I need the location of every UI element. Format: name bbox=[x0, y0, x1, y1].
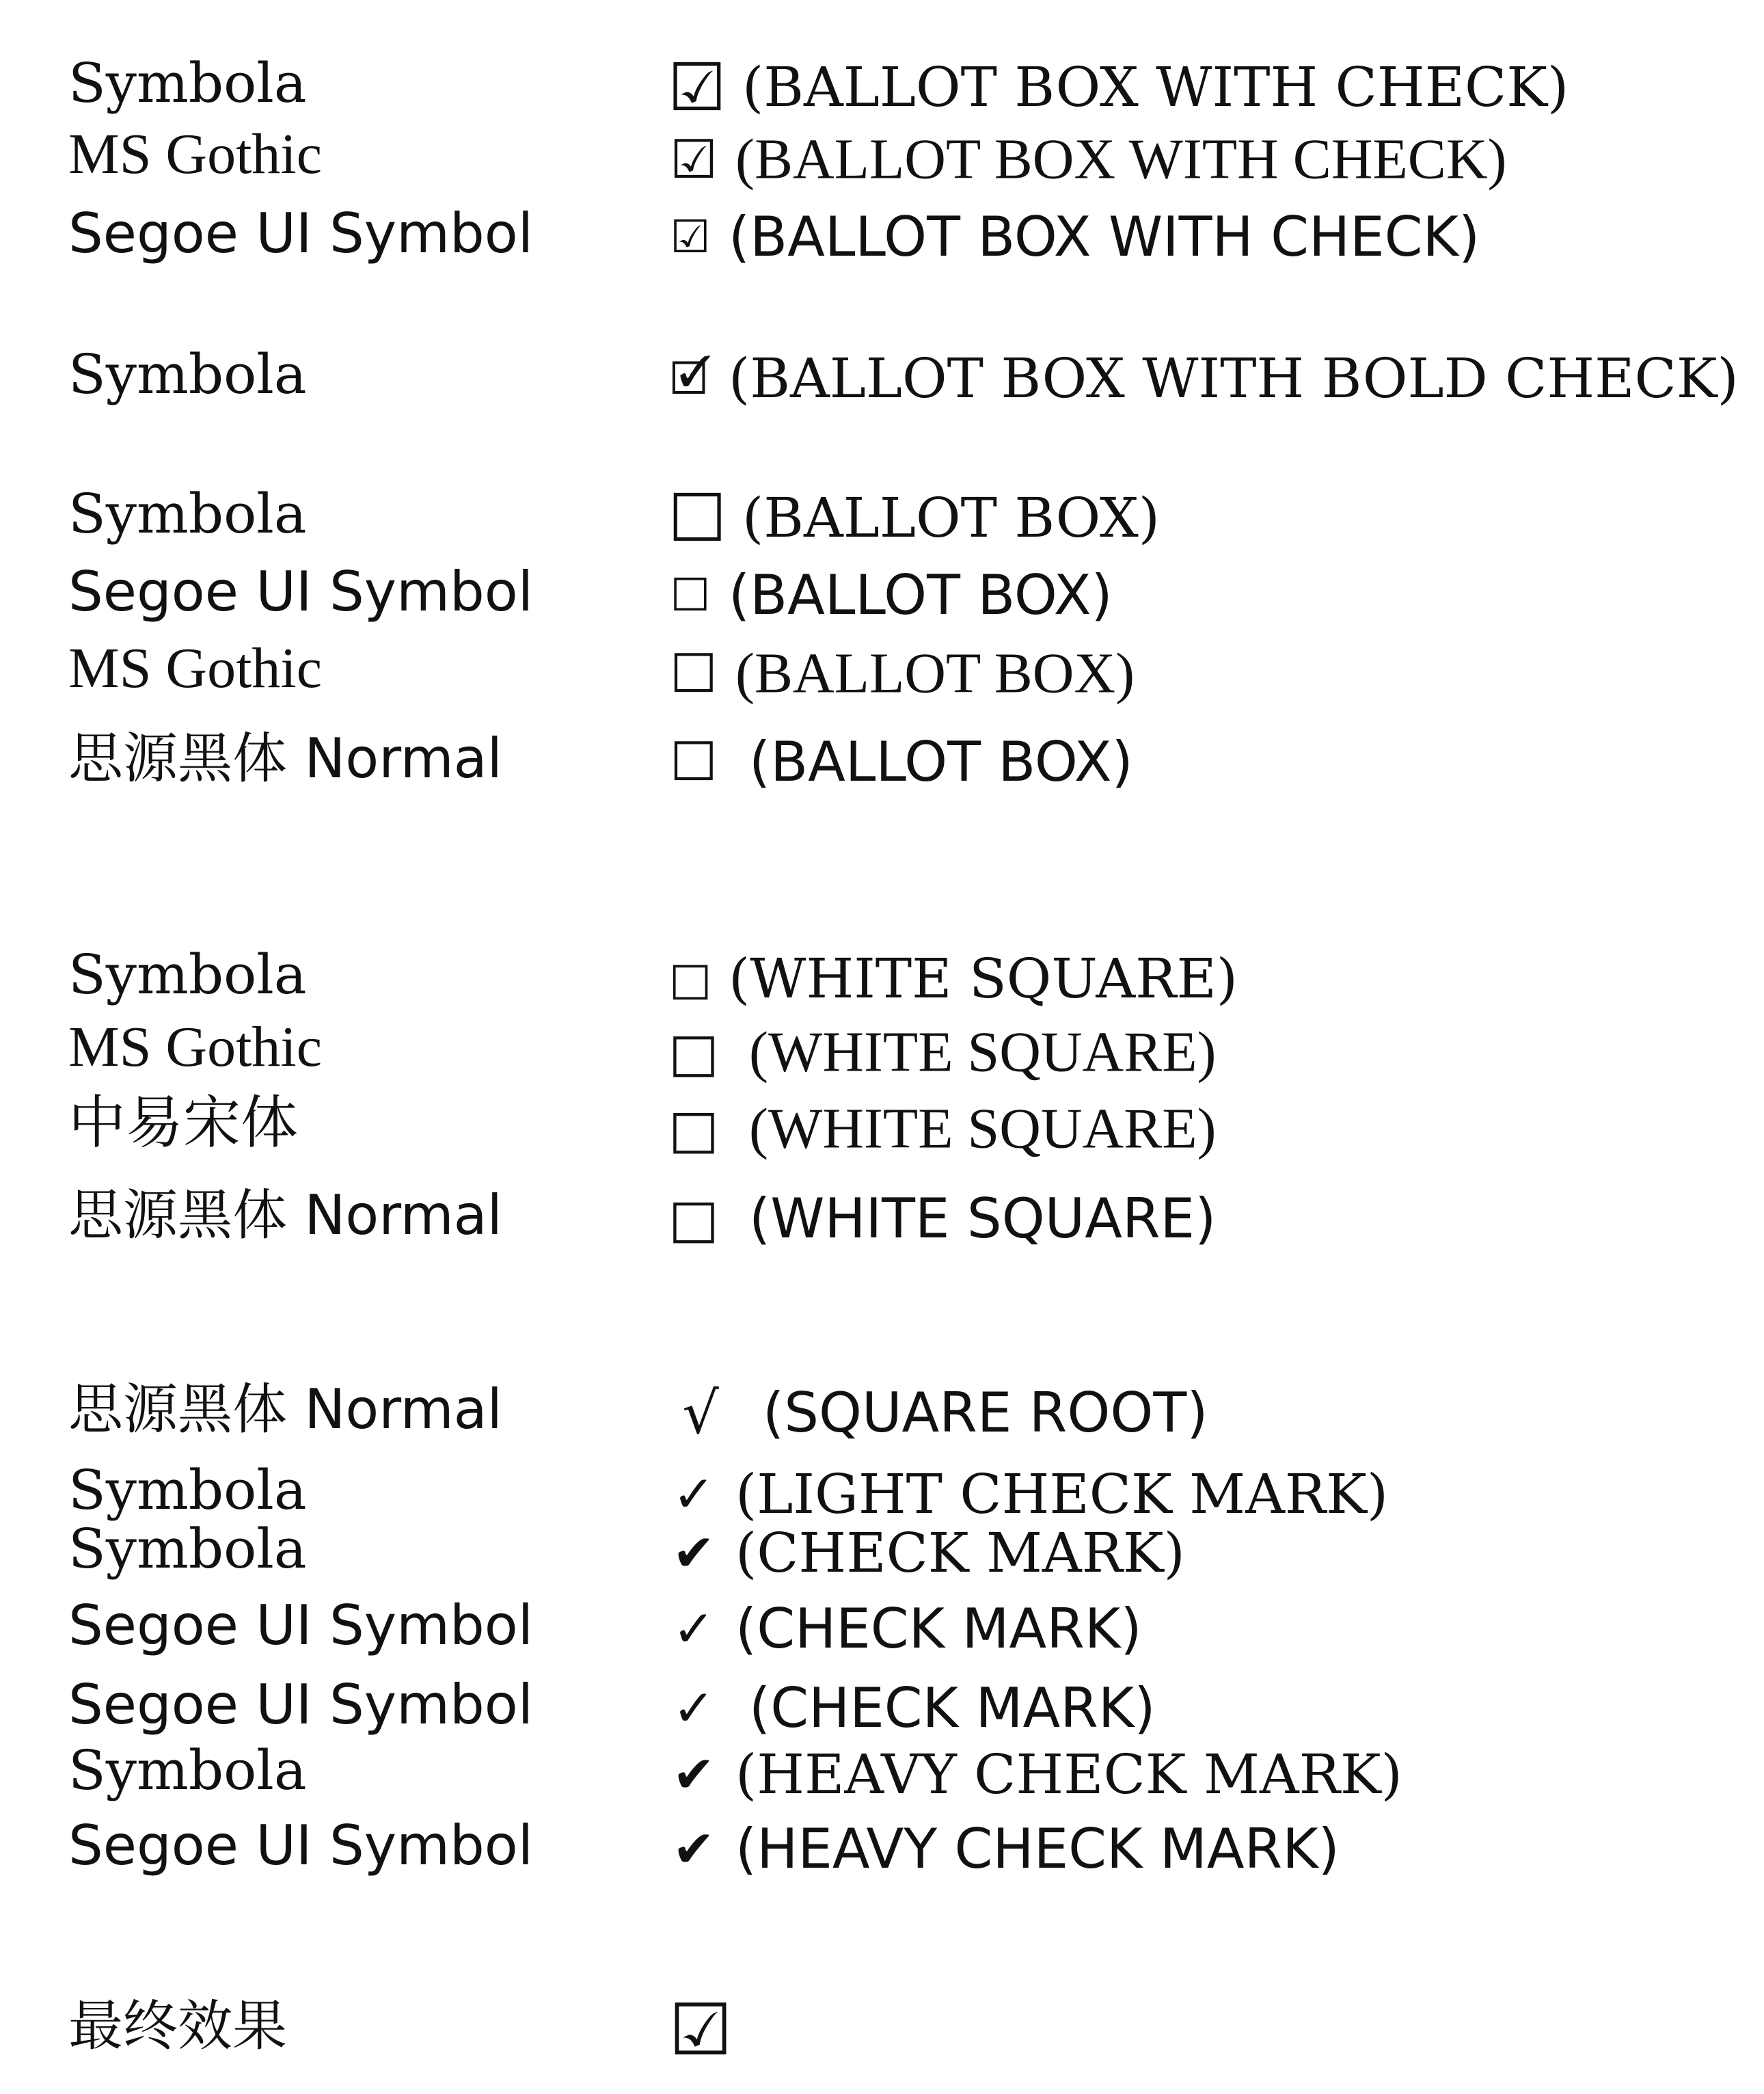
glyph-row bbox=[0, 934, 1764, 1016]
white-square-icon: □ bbox=[668, 952, 712, 1005]
final-result-label: 最终效果 bbox=[68, 1994, 287, 2058]
final-result-sample bbox=[663, 1985, 738, 2072]
glyph-description: (HEAVY CHECK MARK) bbox=[735, 1743, 1402, 1806]
font-name: 思源黑体 Normal bbox=[68, 727, 502, 790]
glyph-description: (CHECK MARK) bbox=[749, 1676, 1156, 1741]
glyph-description: (BALLOT BOX WITH BOLD CHECK) bbox=[729, 347, 1739, 410]
final-result-row bbox=[0, 1985, 1764, 2072]
font-name: Symbola bbox=[68, 343, 307, 406]
ballot-box-with-check-icon: ☑ bbox=[670, 211, 711, 264]
font-name: Symbola bbox=[68, 1739, 307, 1802]
glyph-description: (SQUARE ROOT) bbox=[763, 1381, 1208, 1445]
glyph-sample bbox=[663, 1730, 1402, 1812]
glyph-sample bbox=[663, 334, 1739, 416]
glyph-row bbox=[0, 473, 1764, 555]
check-mark-icon: ✓ bbox=[672, 1679, 715, 1739]
font-name: 中易宋体 bbox=[68, 1092, 299, 1155]
check-mark-icon: ✓ bbox=[672, 1600, 715, 1659]
ballot-box-icon: ☐ bbox=[670, 643, 718, 705]
glyph-sample bbox=[663, 551, 1113, 633]
glyph-row bbox=[0, 551, 1764, 633]
glyph-description: (BALLOT BOX) bbox=[749, 730, 1133, 794]
glyph-description: (WHITE SQUARE) bbox=[749, 1020, 1217, 1084]
glyph-sample bbox=[663, 473, 1160, 555]
font-name: Segoe UI Symbol bbox=[68, 1673, 533, 1736]
font-name: Symbola bbox=[68, 1458, 307, 1522]
glyph-description: (BALLOT BOX) bbox=[742, 486, 1161, 550]
glyph-row bbox=[0, 42, 1764, 124]
glyph-description: (HEAVY CHECK MARK) bbox=[735, 1817, 1340, 1881]
square-root-icon: √ bbox=[682, 1380, 719, 1447]
ballot-box-with-check-icon: ☑ bbox=[670, 129, 718, 191]
glyph-sample bbox=[663, 1083, 1217, 1165]
font-name: Symbola bbox=[68, 1517, 307, 1581]
glyph-sample bbox=[663, 718, 1133, 800]
glyph-description: (WHITE SQUARE) bbox=[749, 1097, 1217, 1161]
glyph-description: (BALLOT BOX WITH CHECK) bbox=[735, 127, 1507, 191]
font-name: Segoe UI Symbol bbox=[68, 202, 533, 265]
check-mark-icon: ✔ bbox=[672, 1524, 715, 1583]
glyph-description: (CHECK MARK) bbox=[735, 1597, 1142, 1661]
white-square-icon: □ bbox=[668, 1098, 719, 1160]
glyph-description: (WHITE SQUARE) bbox=[749, 1187, 1217, 1251]
heavy-check-mark-icon: ✔ bbox=[672, 1745, 715, 1804]
glyph-row bbox=[0, 1369, 1764, 1451]
font-name: MS Gothic bbox=[68, 122, 323, 186]
white-square-icon: □ bbox=[668, 1188, 719, 1250]
ballot-box-with-bold-check-icon: 🗹 bbox=[670, 352, 711, 405]
glyph-sample bbox=[663, 934, 1238, 1016]
glyph-row bbox=[0, 628, 1764, 710]
glyph-row bbox=[0, 1174, 1764, 1257]
font-name: 思源黑体 Normal bbox=[68, 1183, 502, 1247]
glyph-description: (BALLOT BOX WITH CHECK) bbox=[729, 205, 1480, 269]
glyph-row bbox=[0, 193, 1764, 275]
white-square-icon: □ bbox=[668, 1021, 719, 1084]
font-name: Symbola bbox=[68, 51, 307, 115]
glyph-sample bbox=[663, 193, 1480, 275]
glyph-row bbox=[0, 1006, 1764, 1088]
glyph-sample bbox=[663, 1805, 1340, 1887]
ballot-box-icon: ☐ bbox=[670, 731, 718, 794]
glyph-sample bbox=[663, 113, 1506, 196]
ballot-box-with-check-icon: ☑ bbox=[668, 1988, 733, 2072]
glyph-row bbox=[0, 1730, 1764, 1812]
font-name: 思源黑体 Normal bbox=[68, 1378, 502, 1441]
font-name: Segoe UI Symbol bbox=[68, 560, 533, 623]
glyph-sample bbox=[663, 1006, 1217, 1088]
font-name: MS Gothic bbox=[68, 636, 323, 700]
ballot-box-with-check-icon: ☑ bbox=[667, 49, 727, 126]
glyph-sample bbox=[663, 1585, 1142, 1667]
font-name: Symbola bbox=[68, 482, 307, 546]
glyph-sample bbox=[663, 1174, 1216, 1257]
glyph-description: (BALLOT BOX WITH CHECK) bbox=[742, 55, 1569, 119]
glyph-row bbox=[0, 334, 1764, 416]
glyph-row bbox=[0, 1805, 1764, 1887]
glyph-row bbox=[0, 1083, 1764, 1165]
glyph-row bbox=[0, 718, 1764, 800]
glyph-row bbox=[0, 113, 1764, 196]
ballot-box-icon: ☐ bbox=[667, 480, 727, 556]
font-name: MS Gothic bbox=[68, 1015, 323, 1079]
glyph-sample bbox=[663, 1508, 1185, 1590]
font-name: Segoe UI Symbol bbox=[68, 1814, 533, 1877]
glyph-description: (LIGHT CHECK MARK) bbox=[735, 1462, 1389, 1526]
font-name: Segoe UI Symbol bbox=[68, 1594, 533, 1657]
glyph-description: (WHITE SQUARE) bbox=[729, 947, 1238, 1010]
light-check-mark-icon: ✓ bbox=[672, 1465, 715, 1524]
glyph-sample bbox=[663, 628, 1135, 710]
glyph-sample bbox=[663, 1369, 1208, 1451]
glyph-sample bbox=[663, 42, 1569, 124]
glyph-description: (BALLOT BOX) bbox=[729, 563, 1113, 628]
font-name: Symbola bbox=[68, 943, 307, 1006]
ballot-box-icon: ☐ bbox=[670, 569, 711, 622]
heavy-check-mark-icon: ✔ bbox=[672, 1820, 715, 1879]
glyph-row bbox=[0, 1585, 1764, 1667]
glyph-description: (CHECK MARK) bbox=[735, 1521, 1185, 1585]
glyph-row bbox=[0, 1508, 1764, 1590]
glyph-description: (BALLOT BOX) bbox=[735, 641, 1135, 706]
